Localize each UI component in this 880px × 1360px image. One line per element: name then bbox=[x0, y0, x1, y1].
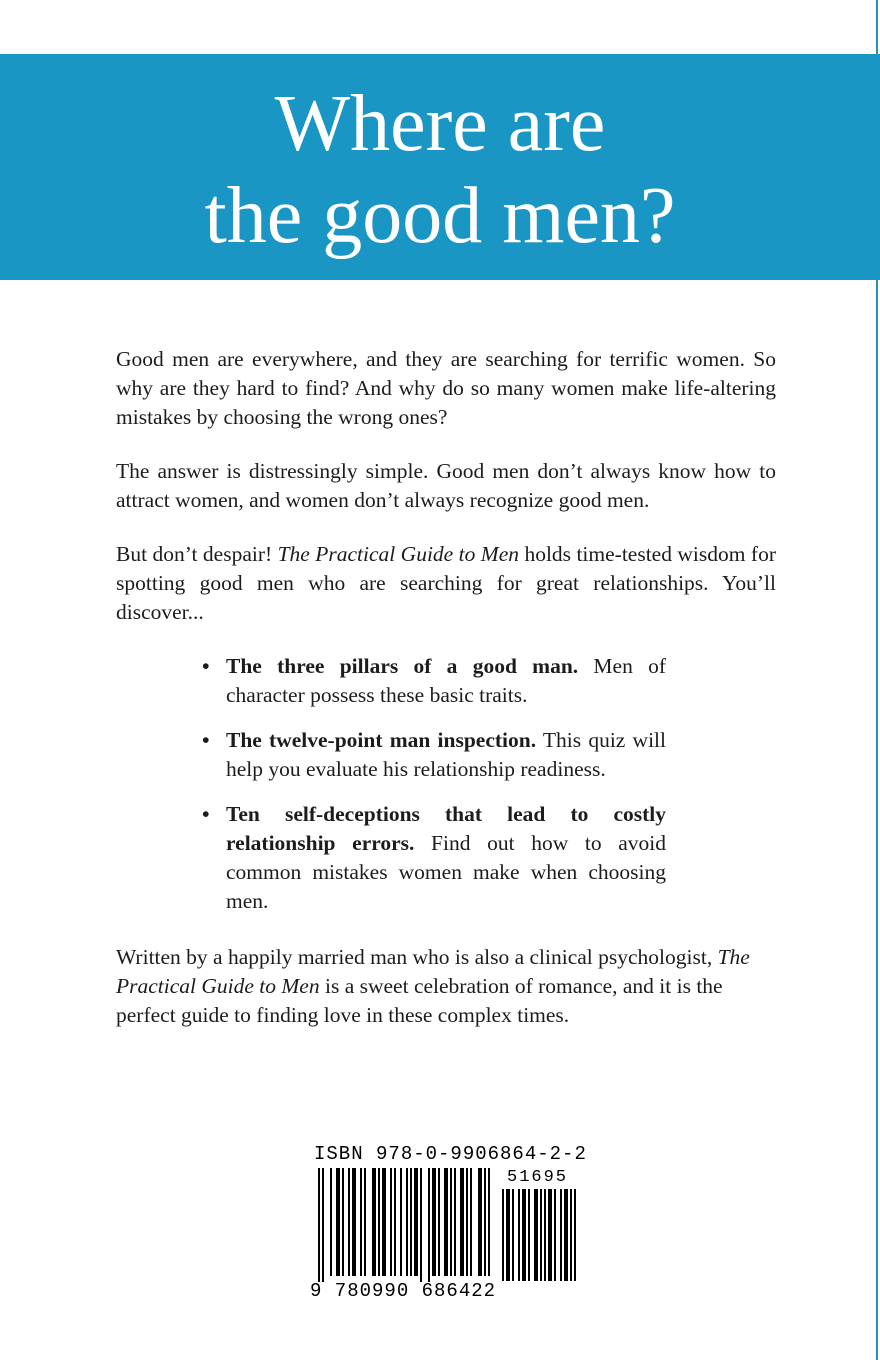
barcode-bar bbox=[466, 1168, 468, 1276]
barcode-digits: 9 780990 686422 bbox=[310, 1280, 497, 1302]
headline bbox=[0, 78, 880, 262]
barcode-bar bbox=[410, 1168, 412, 1276]
barcode-bar bbox=[512, 1189, 514, 1281]
closing-prefix: Written by a happily married man who is also a clinical psychologist, bbox=[116, 945, 718, 969]
list-item bbox=[226, 800, 666, 916]
barcode-bar bbox=[540, 1189, 542, 1281]
barcode-bar bbox=[574, 1189, 576, 1281]
closing-paragraph bbox=[116, 943, 776, 1030]
barcode-bar bbox=[438, 1168, 440, 1276]
barcode-bar bbox=[432, 1168, 436, 1276]
barcode-bar bbox=[560, 1189, 562, 1281]
barcode-bar bbox=[484, 1168, 486, 1276]
barcode-bar bbox=[428, 1168, 430, 1282]
barcode-bar bbox=[470, 1168, 472, 1276]
barcode-bar bbox=[534, 1189, 538, 1281]
book-title-closing: The Practical Guide to Men bbox=[116, 945, 750, 998]
barcode-bar bbox=[342, 1168, 344, 1276]
ean-barcode bbox=[318, 1168, 494, 1282]
barcode-bar bbox=[394, 1168, 396, 1276]
headline-line-2: the good men? bbox=[204, 172, 676, 260]
barcode-bar bbox=[444, 1168, 448, 1276]
barcode-bar bbox=[548, 1189, 552, 1281]
paragraph-1: Good men are everywhere, and they are searching for terrific women. So why are they hard to find? And why do so many women make life-altering mistakes by choosing the wrong ones? bbox=[116, 347, 776, 429]
barcode-bar bbox=[348, 1168, 350, 1276]
barcode-bar bbox=[400, 1168, 402, 1276]
barcode-bar bbox=[460, 1168, 464, 1276]
list-item-title: The twelve-point man inspection. bbox=[226, 728, 537, 752]
barcode-bar bbox=[554, 1189, 556, 1281]
closing-suffix: is a sweet celebration of romance, and it is the perfect guide to finding love in these complex times. bbox=[116, 974, 723, 1027]
barcode-bar bbox=[390, 1168, 392, 1276]
list-item-text: Men of character possess these basic traits. bbox=[226, 654, 666, 707]
barcode-bar bbox=[414, 1168, 418, 1276]
barcode-bar bbox=[570, 1189, 572, 1281]
barcode-bar bbox=[322, 1168, 324, 1282]
barcode-bar bbox=[330, 1168, 332, 1276]
barcode-bar bbox=[454, 1168, 456, 1276]
barcode-bar bbox=[564, 1189, 568, 1281]
barcode-bar bbox=[450, 1168, 452, 1276]
paragraph-3 bbox=[116, 540, 776, 627]
list-item-title: The three pillars of a good man. bbox=[226, 654, 579, 678]
addon-barcode bbox=[502, 1189, 580, 1281]
barcode-bar bbox=[502, 1189, 504, 1281]
paragraph-3-suffix: holds time-tested wisdom for spotting good men who are searching for great relationships. You’ll discover... bbox=[116, 542, 776, 624]
barcode-bar bbox=[406, 1168, 408, 1276]
barcode-bar bbox=[364, 1168, 366, 1276]
headline-line-1: Where are bbox=[274, 80, 606, 168]
barcode-bar bbox=[420, 1168, 422, 1282]
list-item bbox=[226, 652, 666, 710]
isbn-label: ISBN 978-0-9906864-2-2 bbox=[314, 1143, 587, 1165]
barcode-bar bbox=[518, 1189, 520, 1281]
barcode-bar bbox=[522, 1189, 526, 1281]
barcode-bar bbox=[478, 1168, 482, 1276]
list-item-text: This quiz will help you evaluate his relationship readiness. bbox=[226, 728, 666, 781]
feature-list bbox=[226, 652, 666, 916]
list-item bbox=[226, 726, 666, 784]
blurb bbox=[116, 345, 776, 1055]
barcode-bar bbox=[352, 1168, 356, 1276]
book-title: The Practical Guide to Men bbox=[277, 542, 520, 566]
barcode-bar bbox=[378, 1168, 380, 1276]
paragraph-3-prefix: But don’t despair! bbox=[116, 542, 278, 566]
barcode-bar bbox=[318, 1168, 320, 1282]
barcode-bar bbox=[360, 1168, 362, 1276]
barcode-bar bbox=[488, 1168, 490, 1276]
barcode-bar bbox=[506, 1189, 510, 1281]
barcode-bar bbox=[382, 1168, 386, 1276]
barcode-bar bbox=[372, 1168, 376, 1276]
barcode-bar bbox=[528, 1189, 530, 1281]
list-item-text: Find out how to avoid common mistakes women make when choosing men. bbox=[226, 831, 666, 913]
list-item-title: Ten self-deceptions that lead to costly relationship errors. bbox=[226, 802, 666, 855]
price-code: 51695 bbox=[507, 1168, 569, 1187]
barcode-bar bbox=[544, 1189, 546, 1281]
barcode-bar bbox=[336, 1168, 340, 1276]
paragraph-2: The answer is distressingly simple. Good men don’t always know how to attract women, and women don’t always recognize good men. bbox=[116, 459, 776, 512]
